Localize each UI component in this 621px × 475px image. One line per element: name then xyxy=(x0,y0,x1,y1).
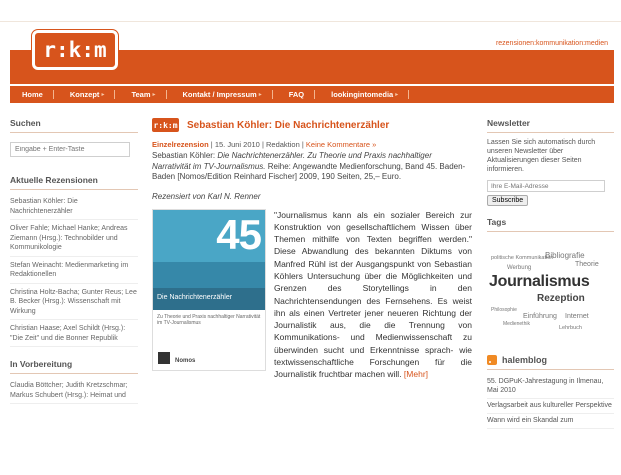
site-tagline: rezensionen:kommunikation:medien xyxy=(495,40,608,47)
book-cover-subtitle: Zu Theorie und Praxis nachhaltiger Narrativität im TV-Journalismus xyxy=(157,313,261,326)
newsletter-email-input[interactable] xyxy=(487,180,605,192)
tags-title: Tags xyxy=(487,215,614,232)
tag-link[interactable]: Bibliografie xyxy=(545,251,585,260)
upcoming-title: In Vorbereitung xyxy=(10,357,138,374)
search-input[interactable] xyxy=(10,142,130,157)
blog-feed-title-text[interactable]: halemblog xyxy=(502,355,548,365)
nav-item-label: Konzept xyxy=(69,90,100,99)
nav-item-label: FAQ xyxy=(288,90,305,99)
dropdown-arrow-icon: ▸ xyxy=(101,92,105,98)
blog-feed-title xyxy=(487,355,614,370)
post-comments-link[interactable]: Keine Kommentare » xyxy=(305,140,377,149)
search-title: Suchen xyxy=(10,116,138,133)
recent-review-link[interactable]: Stefan Weinacht: Medienmarketing im Redaktionellen xyxy=(10,259,138,284)
newsletter-title: Newsletter xyxy=(487,116,614,133)
subscribe-button[interactable]: Subscribe xyxy=(487,195,528,206)
blog-feed-item[interactable]: Wann wird ein Skandal zum xyxy=(487,414,614,429)
nav-item-lookingintomedia[interactable] xyxy=(323,86,417,103)
book-cover-title: Die Nachrichtenerzähler xyxy=(153,288,265,310)
nav-item-team[interactable] xyxy=(123,86,174,103)
post-title-link[interactable]: Sebastian Köhler: Die Nachrichtenerzähler xyxy=(187,119,390,131)
site-header xyxy=(10,22,614,84)
nav-item-label: lookingintomedia xyxy=(331,90,394,99)
recent-review-link[interactable]: Christian Haase; Axel Schildt (Hrsg.): "Die Zeit" und die Bonner Republik xyxy=(10,322,138,347)
site-logo-text: r:k:m xyxy=(43,38,107,62)
right-sidebar xyxy=(487,116,614,429)
book-cover-image xyxy=(152,209,266,371)
post-meta xyxy=(152,140,472,149)
main-content xyxy=(152,118,472,381)
nav-item-kontakt-impressum[interactable] xyxy=(175,86,281,103)
citation-title: Die Nachrichtenerzähler. Zu Theorie und Praxis nachhaltiger Narrativität im TV-Journalismus. xyxy=(152,151,432,171)
recent-reviews-title: Aktuelle Rezensionen xyxy=(10,173,138,190)
nav-item-home[interactable] xyxy=(14,86,62,103)
upcoming-review-link[interactable]: Claudia Böttcher; Judith Kretzschmar; Markus Schubert (Hrsg.): Heimat und xyxy=(10,379,138,404)
browser-top-strip xyxy=(0,0,621,22)
recent-reviews-list xyxy=(10,195,138,347)
tag-link[interactable]: Medienethik xyxy=(503,321,530,327)
publisher-logo-icon xyxy=(158,352,170,364)
nav-item-label: Team xyxy=(131,90,151,99)
recent-review-link[interactable]: Sebastian Köhler: Die Nachrichtenerzähler xyxy=(10,195,138,220)
review-excerpt-text: "Journalismus kann als ein sozialer Bereich zur Konstruktion von gesellschaftlichem Wissen über Themen mithilfe von Texten begriffen werden." Diese Abwandlung des bekannten Diktums von Manfred Rühl ist der Ausgangspunkt von Sebastian Köhlers Untersuchung über die Möglichkeiten und Grenzen des Storytellings in den Nachrichtensendungen des Fernsehens. Es weist ihn als einen Vertreter jener neueren Richtung der Journalistik aus, die die Trennung von Kommunikations- und Medienwissenschaft zu überwinden sucht und Erkenntnisse sprach- wie textwissenschaftliche Forschungen für die Journalistik fruchtbar machen will. xyxy=(274,209,472,380)
post-category-link[interactable]: Einzelrezension xyxy=(152,140,209,149)
blog-feed-item[interactable]: Verlagsarbeit aus kultureller Perspektive xyxy=(487,399,614,414)
tag-link[interactable]: Rezeption xyxy=(537,293,585,304)
tag-cloud xyxy=(487,237,614,355)
recent-review-link[interactable]: Oliver Fahle; Michael Hanke; Andreas Ziemann (Hrsg.): Technobilder und Kommunikologie xyxy=(10,222,138,257)
read-more-link[interactable]: [Mehr] xyxy=(403,369,429,380)
book-cover-stripe xyxy=(153,262,265,288)
newsletter-description: Lassen Sie sich automatisch durch unseren Newsletter über Aktualisierungen dieser Seiten informieren. xyxy=(487,139,596,173)
tag-link[interactable]: Einführung xyxy=(523,313,557,320)
site-logo[interactable] xyxy=(32,30,118,70)
dropdown-arrow-icon: ▸ xyxy=(395,92,399,98)
book-series-number: 45 xyxy=(216,210,261,258)
post-section-link[interactable]: Redaktion xyxy=(265,140,300,149)
tag-link[interactable]: Internet xyxy=(565,313,589,320)
reviewer-line: Rezensiert von Karl N. Renner xyxy=(152,191,261,201)
post-header xyxy=(152,118,472,132)
blog-feed-list xyxy=(487,375,614,429)
book-citation xyxy=(152,151,472,183)
blog-feed-item[interactable]: 55. DGPuK-Jahrestagung in Ilmenau, Mai 2010 xyxy=(487,375,614,399)
book-publisher: Nomos xyxy=(175,357,196,364)
tag-link[interactable]: Lehrbuch xyxy=(559,325,582,331)
nav-item-label: Kontakt / Impressum xyxy=(182,90,257,99)
tag-link[interactable]: Philosophie xyxy=(491,307,517,313)
recent-review-link[interactable]: Christina Holtz-Bacha; Gunter Reus; Lee B. Becker (Hrsg.): Wissenschaft mit Wirkung xyxy=(10,286,138,321)
tag-link[interactable]: politische Kommunikation xyxy=(491,255,554,261)
nav-item-faq[interactable] xyxy=(281,86,323,103)
meta-separator: | xyxy=(299,140,306,149)
tag-link[interactable]: Theorie xyxy=(575,261,599,268)
tag-link[interactable]: Werbung xyxy=(507,265,532,271)
post-date: 15. Juni 2010 xyxy=(214,140,260,149)
rss-icon xyxy=(487,355,497,365)
nav-item-label: Home xyxy=(22,90,43,99)
meta-separator: | xyxy=(259,140,266,149)
citation-author: Sebastian Köhler: xyxy=(152,151,218,160)
post-logo-icon: r:k:m xyxy=(152,118,179,132)
citation-details: Reihe: Angewandte Medienforschung, Band 45. Baden-Baden [Nomos/Edition Reinhard Fischer] 2009, 190 Seiten, 25,– Euro. xyxy=(152,161,466,181)
upcoming-list xyxy=(10,379,138,404)
main-navigation xyxy=(10,86,614,103)
meta-separator: | xyxy=(208,140,215,149)
dropdown-arrow-icon: ▸ xyxy=(258,92,262,98)
nav-item-konzept[interactable] xyxy=(62,86,124,103)
dropdown-arrow-icon: ▸ xyxy=(152,92,156,98)
tag-link[interactable]: Journalismus xyxy=(489,273,590,290)
left-sidebar xyxy=(10,116,138,404)
